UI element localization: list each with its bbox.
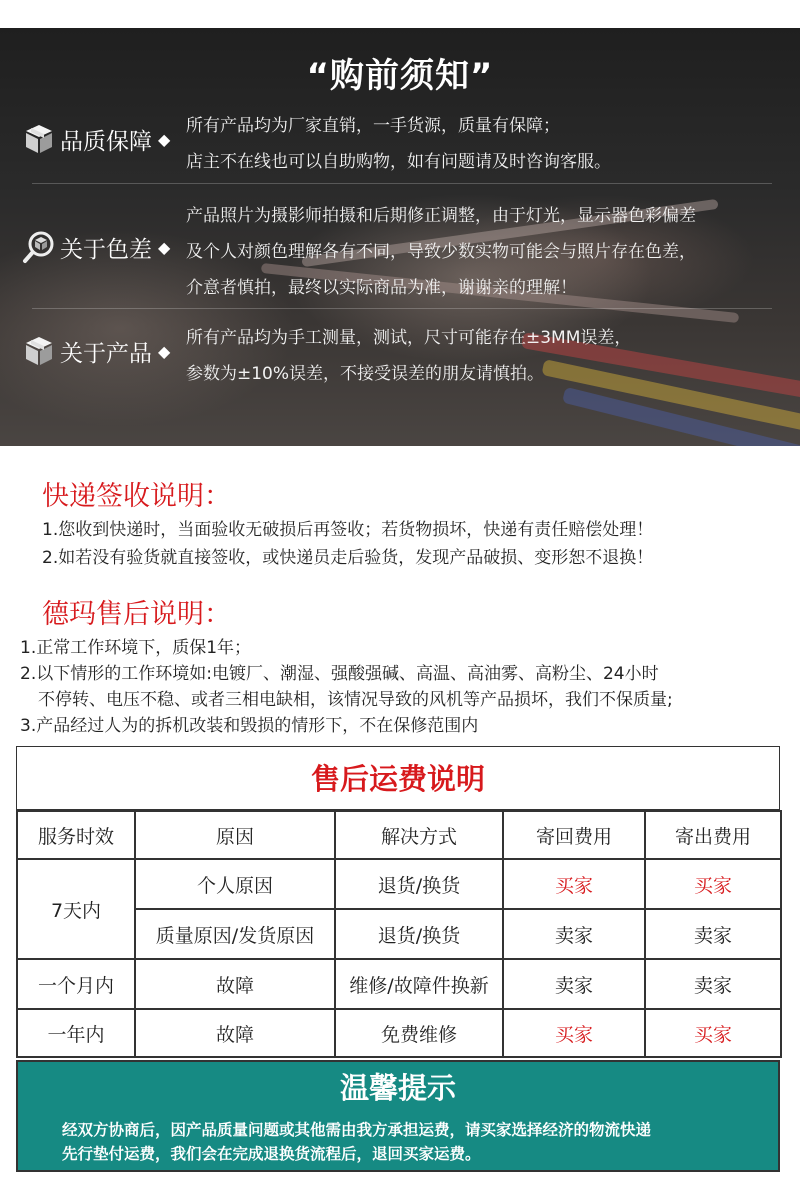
method-cell: 维修/故障件换新: [335, 959, 503, 1009]
return-fee-cell: 买家: [503, 859, 645, 909]
divider: [32, 308, 772, 309]
cube-icon: [22, 334, 56, 368]
aftersale-line: 1.正常工作环境下，质保1年；: [20, 638, 252, 658]
notice-label: 品质保障: [60, 128, 152, 155]
header-cell: 服务时效: [17, 811, 135, 859]
tip-title: 温馨提示: [339, 1071, 456, 1105]
notice-text: 参数为±10%误差，不接受误差的朋友请慎拍。: [186, 364, 545, 384]
notice-text: 所有产品均为厂家直销，一手货源，质量有保障；: [186, 116, 560, 136]
tip-line: 先行垫付运费，我们会在完成退换货流程后，退回买家运费。: [62, 1145, 481, 1163]
notice-quality: [22, 108, 792, 178]
magnifier-box-icon: [22, 230, 56, 264]
warm-tip-box: [16, 1060, 780, 1172]
return-fee-cell: 买家: [503, 1009, 645, 1057]
diamond-icon: ◆: [158, 341, 171, 361]
reason-cell: 个人原因: [135, 859, 335, 909]
notice-text: 店主不在线也可以自助购物，如有问题请及时咨询客服。: [186, 152, 611, 172]
delivery-line: 1.您收到快递时，当面验收无破损后再签收；若货物损坏，快递有责任赔偿处理！: [42, 520, 654, 540]
header-cell: 寄回费用: [503, 811, 645, 859]
header-cell: 寄出费用: [645, 811, 781, 859]
notice-color: [22, 198, 792, 308]
reason-cell: 故障: [135, 959, 335, 1009]
delivery-title: 快递签收说明：: [42, 481, 231, 512]
tip-line: 经双方协商后，因产品质量问题或其他需由我方承担运费，请买家选择经济的物流快递: [62, 1121, 652, 1139]
send-fee-cell: 买家: [645, 1009, 781, 1057]
send-fee-cell: 卖家: [645, 909, 781, 959]
method-cell: 退货/换货: [335, 909, 503, 959]
period-cell: 一年内: [17, 1009, 135, 1057]
aftersale-title: 德玛售后说明：: [42, 599, 231, 630]
notice-text: 及个人对颜色理解各有不同，导致少数实物可能会与照片存在色差，: [186, 242, 696, 262]
reason-cell: 故障: [135, 1009, 335, 1057]
aftersale-line: 不停转、电压不稳、或者三相电缺相，该情况导致的风机等产品损坏，我们不保质量;: [38, 690, 673, 710]
hero-banner: [0, 28, 800, 446]
reason-cell: 质量原因/发货原因: [135, 909, 335, 959]
table-header-row: [17, 811, 781, 859]
hero-title: “购前须知”: [306, 56, 494, 96]
send-fee-cell: 卖家: [645, 959, 781, 1009]
notice-text: 所有产品均为手工测量，测试，尺寸可能存在±3MM误差，: [186, 328, 632, 348]
aftersale-line: 2.以下情形的工作环境如:电镀厂、潮湿、强酸强碱、高温、高油雾、高粉尘、24小时: [20, 664, 659, 684]
header-cell: 原因: [135, 811, 335, 859]
diamond-icon: ◆: [158, 129, 171, 149]
cube-icon: [22, 122, 56, 156]
table-row: [17, 1009, 781, 1057]
notice-text: 介意者慎拍，最终以实际商品为准，谢谢亲的理解！: [186, 278, 577, 298]
period-cell: 一个月内: [17, 959, 135, 1009]
delivery-line: 2.如若没有验货就直接签收，或快递员走后验货，发现产品破损、变形恕不退换！: [42, 548, 654, 568]
table-row: [17, 959, 781, 1009]
notice-text: 产品照片为摄影师拍摄和后期修正调整，由于灯光，显示器色彩偏差: [186, 206, 696, 226]
table-title: 售后运费说明: [310, 762, 485, 796]
notice-product: [22, 320, 792, 390]
diamond-icon: ◆: [158, 237, 171, 257]
fee-grid: [16, 810, 782, 1058]
send-fee-cell: 买家: [645, 859, 781, 909]
method-cell: 免费维修: [335, 1009, 503, 1057]
return-fee-cell: 卖家: [503, 909, 645, 959]
notice-label: 关于色差: [60, 236, 152, 263]
aftersale-line: 3.产品经过人为的拆机改装和毁损的情形下，不在保修范围内: [20, 716, 479, 736]
period-cell: 7天内: [17, 859, 135, 959]
table-title-box: [16, 746, 780, 810]
return-fee-cell: 卖家: [503, 959, 645, 1009]
shipping-fee-table: [16, 746, 780, 1172]
header-cell: 解决方式: [335, 811, 503, 859]
table-row: [17, 859, 781, 909]
notice-label: 关于产品: [60, 340, 152, 367]
method-cell: 退货/换货: [335, 859, 503, 909]
divider: [32, 183, 772, 184]
